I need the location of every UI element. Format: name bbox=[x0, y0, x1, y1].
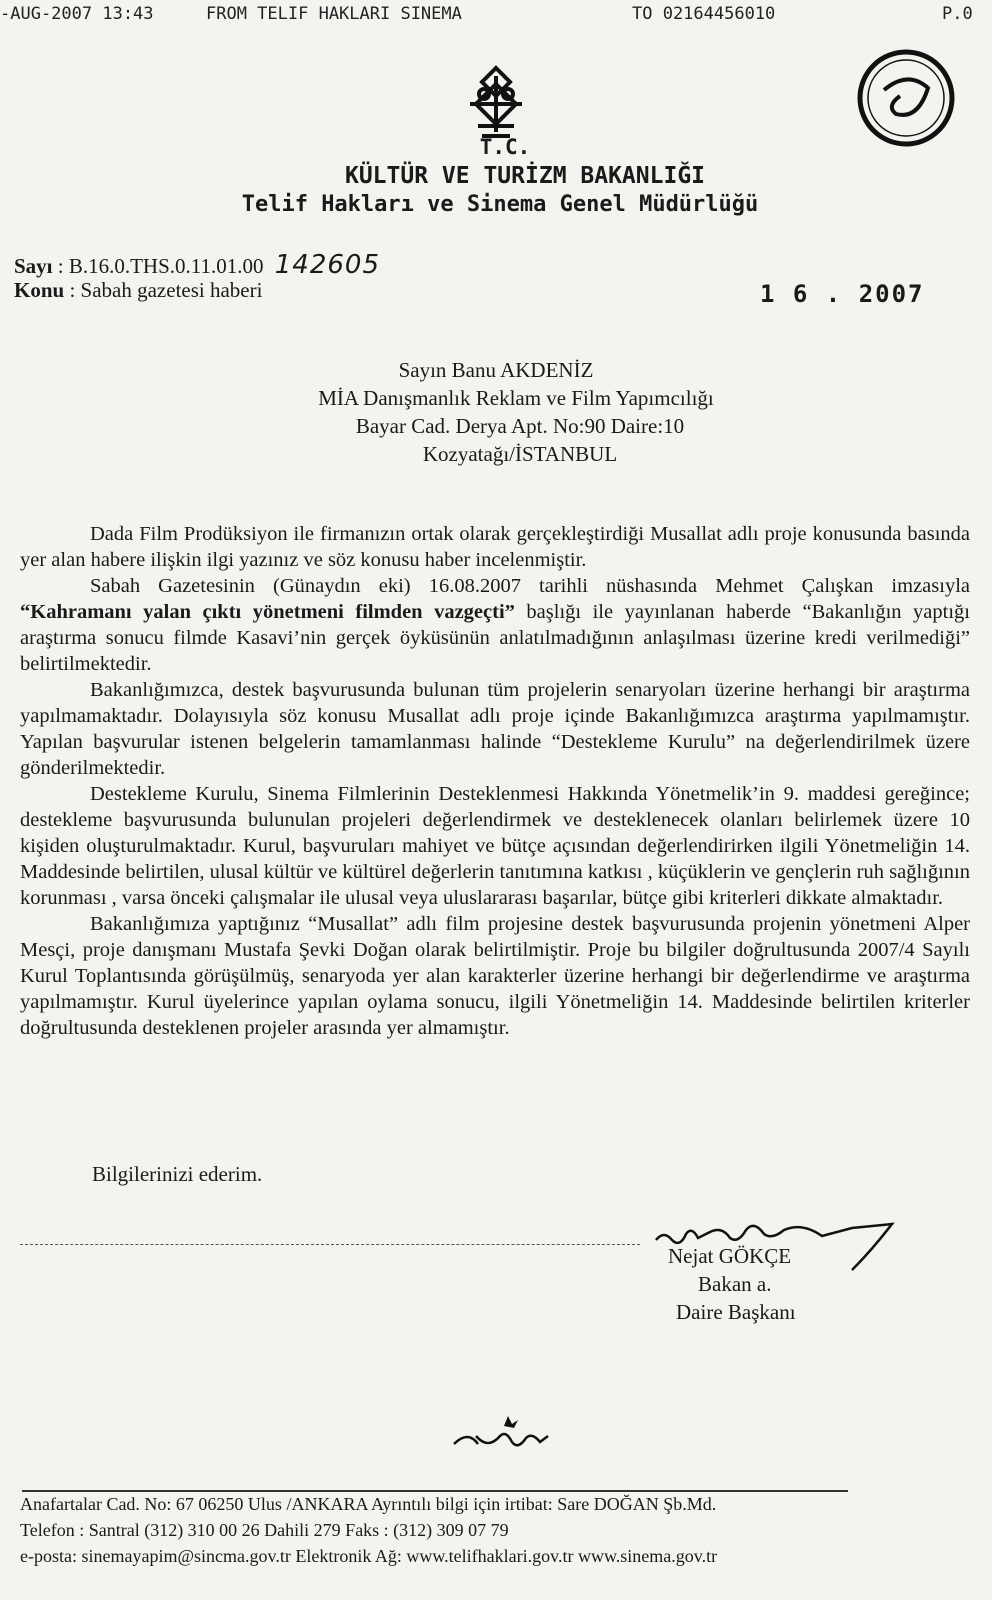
body-paragraph-1: Dada Film Prodüksiyon ile firmanızın ortak olarak gerçekleştirdiği Musallat adlı proje konusunda basında yer alan habere ilişkin ilgi yazınız ve söz konusu haber incelenmiştir. bbox=[20, 523, 970, 571]
subject-line bbox=[14, 278, 262, 303]
body-paragraph-2 bbox=[20, 573, 970, 677]
letter-date: 1 6 . 2007 bbox=[760, 280, 925, 308]
sayi-label: Sayı bbox=[14, 254, 53, 278]
body-paragraph-3: Bakanlığımızca, destek başvurusunda bulunan tüm projelerin senaryoları üzerine herhangi bir araştırma yapılmamaktadır. Dolayısıyla söz konusu Musallat adlı proje içinde Bakanlığımızca araştırma yapılmamıştır. Yapılan başvurular istenen belgelerin tamamlanması halinde “Destekleme Kurulu” na değerlendirilmek üzere gönderilmektedir. bbox=[20, 679, 970, 779]
recipient-city: Kozyatağı/İSTANBUL bbox=[422, 442, 618, 466]
seal-stamp-icon bbox=[848, 40, 958, 150]
sayi-value: : B.16.0.THS.0.11.01.00 bbox=[57, 254, 264, 278]
p2-text-a: Sabah Gazetesinin (Günaydın eki) 16.08.2007 tarihli nüshasında Mehmet Çalışkan imzasıyla bbox=[90, 575, 970, 597]
reference-number bbox=[14, 250, 380, 280]
body-paragraph-4: Destekleme Kurulu, Sinema Filmlerinin Desteklenmesi Hakkında Yönetmelik’in 9. maddesi gereğince; destekleme başvurusunda bulunulan projeleri değerlendirmek ve desteklenecek olanları belirlemek üzere 10 kişiden oluşturulmaktadır. Kurul, başvuruları mahiyet ve bütçe açısından değerlendirirken ilgili Yönetmeliğin 14. Maddesinde belirtilen, ulusal kültür ve kültürel değerlerin tanıtımına katkısı , küçüklerin ve gençlerin ruh sağlığının korunması , varsa önceki çalışmalar ile ulusal veya uluslararası başarılar, bütçe gibi kriterleri dikkate almaktadır. bbox=[20, 783, 970, 909]
closing-line: Bilgilerinizi ederim. bbox=[92, 1162, 263, 1186]
sayi-handwritten: 142605 bbox=[274, 250, 381, 280]
body-paragraph-5: Bakanlığımıza yaptığınız “Musallat” adlı film projesine destek başvurusunda projenin yönetmeni Alper Mesçi, proje danışmanı Mustafa Şevki Doğan olarak belirtilmiştir. Proje bu bilgiler doğrultusunda 2007/4 Sayılı Kurul Toplantısında görüşülmüş, senaryoda yer alan karakterler üzerine herhangi bir değerlendirme ve araştırma yapılmamıştır. Kurul üyelerince yapılan oylama sonucu, ilgili Yönetmeliğin 14. Maddesinde belirtilen kriterler doğrultusunda desteklenen projeler arasında yer almamıştır. bbox=[20, 913, 970, 1039]
signature-dashed-line bbox=[20, 1244, 640, 1245]
ministry-logo-icon bbox=[462, 64, 530, 146]
p2-headline: “Kahramanı yalan çıktı yönetmeni filmden vazgeçti” bbox=[20, 601, 515, 623]
turkiye-logo-icon bbox=[448, 1410, 558, 1460]
recipient-company: MİA Danışmanlık Reklam ve Film Yapımcılığı bbox=[318, 386, 714, 410]
fax-to: TO 02164456010 bbox=[632, 4, 776, 24]
konu-label: Konu bbox=[14, 278, 65, 302]
footer-email: e-posta: sinemayapim@sincma.gov.tr Elektronik Ağ: www.telifhaklari.gov.tr www.sinema.gov.tr bbox=[20, 1546, 718, 1566]
fax-from: FROM TELIF HAKLARI SINEMA bbox=[206, 4, 462, 24]
footer-address: Anafartalar Cad. No: 67 06250 Ulus /ANKARA Ayrıntılı bilgi için irtibat: Sare DOĞAN Şb.Md. bbox=[20, 1494, 717, 1514]
fax-date-time: -AUG-2007 13:43 bbox=[0, 4, 154, 24]
recipient-name: Sayın Banu AKDENİZ bbox=[398, 358, 594, 382]
ministry-heading: KÜLTÜR VE TURİZM BAKANLIĞI bbox=[344, 163, 706, 189]
department-heading: Telif Hakları ve Sinema Genel Müdürlüğü bbox=[241, 192, 759, 217]
p2-text-b: başlığı ile yayınlanan haberde “Bakanlığın yaptığı araştırma sonucu filmde Kasavi’nin gerçek öyküsünün anlatılmadığının anlaşılması üzerine kredi verilmediği” belirtilmektedir. bbox=[20, 601, 970, 675]
footer-rule bbox=[22, 1490, 848, 1492]
konu-value: : Sabah gazetesi haberi bbox=[69, 278, 263, 302]
country-heading: T.C. bbox=[479, 135, 531, 159]
signer-role-2: Daire Başkanı bbox=[676, 1300, 796, 1324]
fax-header bbox=[0, 4, 992, 28]
letter-body bbox=[20, 521, 970, 1041]
signer-role-1: Bakan a. bbox=[698, 1272, 772, 1296]
fax-page: P.0 bbox=[942, 4, 973, 24]
footer-phone: Telefon : Santral (312) 310 00 26 Dahili 279 Faks : (312) 309 07 79 bbox=[20, 1520, 509, 1540]
signer-name: Nejat GÖKÇE bbox=[668, 1244, 792, 1268]
recipient-street: Bayar Cad. Derya Apt. No:90 Daire:10 bbox=[355, 414, 685, 438]
